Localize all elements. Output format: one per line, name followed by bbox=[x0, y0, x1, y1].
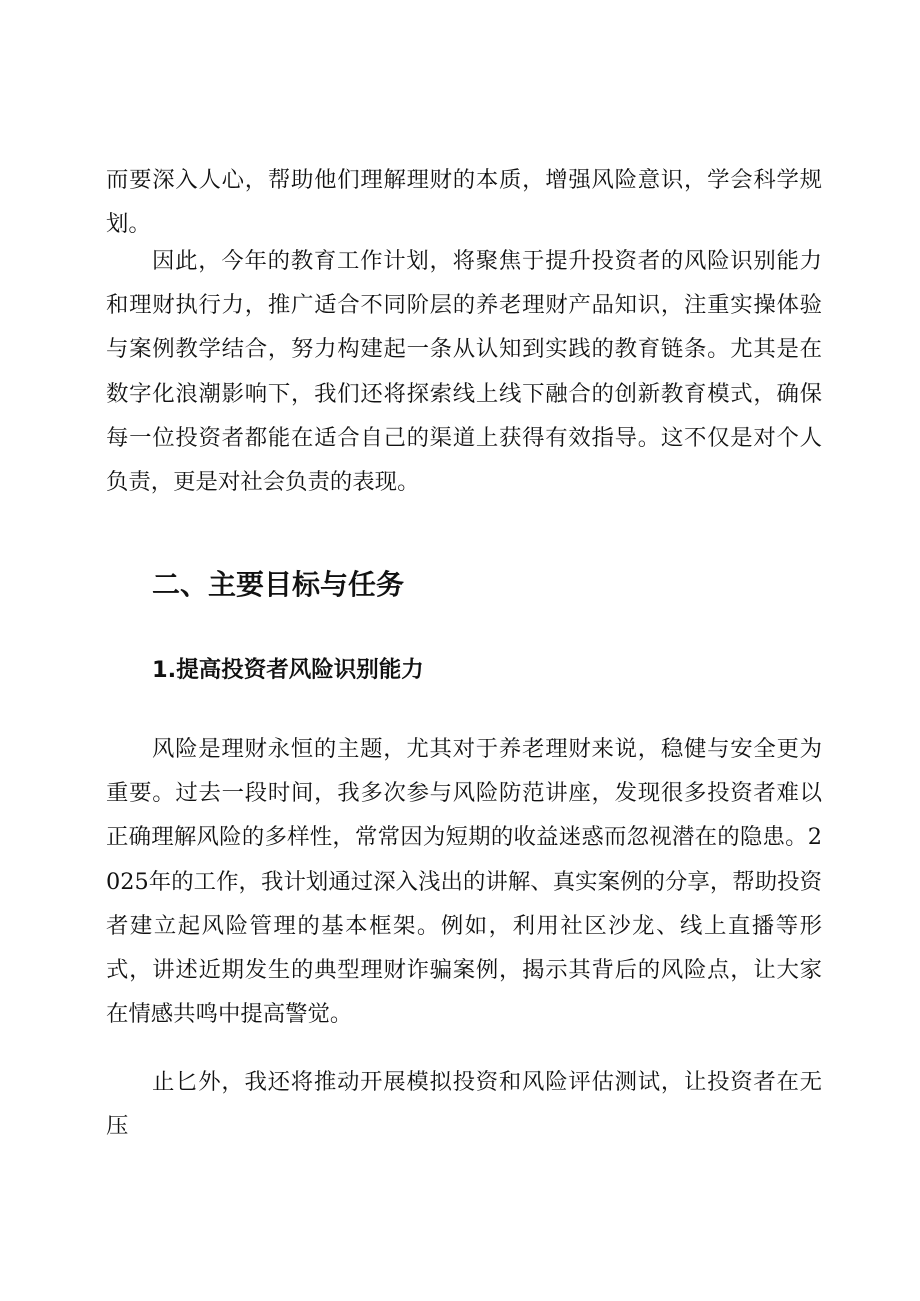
paragraph-intro-tail: 而要深入人心，帮助他们理解理财的本质，增强风险意识，学会科学规划。 bbox=[106, 167, 822, 238]
paragraph-risk-awareness: 风险是理财永恒的主题，尤其对于养老理财来说，稳健与安全更为重要。过去一段时间，我多次参与风险防范讲座，发现很多投资者难以正确理解风险的多样性，常常因为短期的收益迷惑而忽视潜在的隐患。2025年的工作，我计划通过深入浅出的讲解、真实案例的分享，帮助投资者建立起风险管理的基本框架。例如，利用社区沙龙、线上直播等形式，讲述近期发生的典型理财诈骗案例，揭示其背后的风险点，让大家在情感共鸣中提高警觉。 bbox=[106, 736, 822, 1028]
section-heading: 二、主要目标与任务 bbox=[152, 568, 405, 601]
subsection-heading: 1.提高投资者风险识别能力 bbox=[152, 657, 424, 683]
paragraph-simulation: 止匕外，我还将推动开展模拟投资和风险评估测试，让投资者在无压 bbox=[106, 1069, 822, 1140]
paragraph-education-plan: 因此，今年的教育工作计划，将聚焦于提升投资者的风险识别能力和理财执行力，推广适合不同阶层的养老理财产品知识，注重实操体验与案例教学结合，努力构建起一条从认知到实践的教育链条。尤其是在数字化浪潮影响下，我们还将探索线上线下融合的创新教育模式，确保每一位投资者都能在适合自己的渠道上获得有效指导。这不仅是对个人负责，更是对社会负责的表现。 bbox=[106, 248, 822, 496]
